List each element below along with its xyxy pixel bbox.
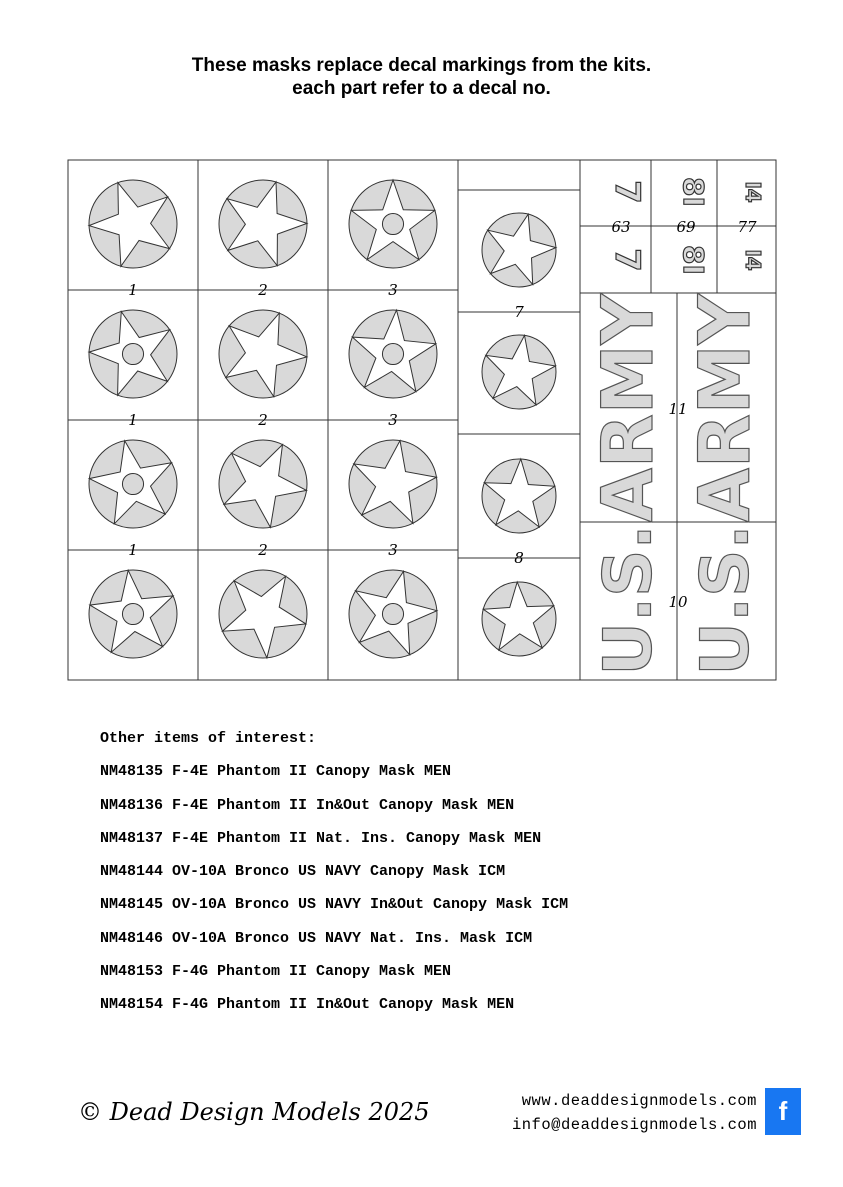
email-link[interactable]: info@deaddesignmodels.com — [511, 1116, 757, 1134]
roundel-mask — [89, 440, 177, 528]
army-stencil: ARMY — [587, 293, 669, 523]
us-stencil: U.S. — [589, 524, 667, 676]
part-label: 2 — [258, 281, 268, 299]
numeral-mask: I4 — [741, 181, 765, 203]
contact-info — [512, 1089, 757, 1137]
part-label: 2 — [258, 411, 268, 429]
numeral-mask: 7 — [607, 248, 647, 272]
header-line-2: each part refer to a decal no. — [292, 78, 551, 99]
part-label: 1 — [128, 281, 138, 299]
list-item: NM48145 OV-10A Bronco US NAVY In&Out Canopy Mask ICM — [100, 896, 569, 914]
numeral-mask: 7 — [607, 180, 647, 204]
roundel-mask — [219, 180, 307, 268]
header-line-1: These masks replace decal markings from the kits. — [191, 55, 652, 76]
numeral-mask: I4 — [741, 249, 765, 271]
part-label: 1 — [128, 541, 138, 559]
part-label: 3 — [388, 541, 398, 559]
us-stencil: U.S. — [686, 524, 764, 676]
list-item: NM48154 F-4G Phantom II In&Out Canopy Mask MEN — [100, 996, 515, 1014]
part-label: 10 — [668, 593, 688, 611]
part-label: 1 — [128, 411, 138, 429]
roundel-mask — [219, 570, 307, 658]
roundel-mask — [89, 180, 177, 268]
part-label: 3 — [388, 281, 398, 299]
part-label: 3 — [388, 411, 398, 429]
roundel-masks — [89, 180, 556, 658]
facebook-icon[interactable]: f — [765, 1088, 801, 1135]
roundel-mask — [349, 310, 437, 398]
roundel-mask — [349, 440, 437, 528]
part-label: 2 — [258, 541, 268, 559]
part-label: 69 — [676, 218, 696, 236]
other-items-heading: Other items of interest: — [100, 730, 317, 747]
roundel-mask — [89, 310, 177, 398]
part-label: 8 — [514, 549, 524, 567]
other-items-list — [100, 728, 568, 1028]
list-item: NM48144 OV-10A Bronco US NAVY Canopy Mask ICM — [100, 863, 506, 881]
army-stencil: ARMY — [684, 293, 766, 523]
roundel-mask — [482, 213, 556, 287]
roundel-mask — [219, 440, 307, 528]
roundel-mask — [349, 570, 437, 658]
copyright-signature: © Dead Design Models 2025 — [78, 1098, 430, 1126]
list-item: NM48136 F-4E Phantom II In&Out Canopy Mask MEN — [100, 796, 515, 814]
numeral-mask: 8I — [677, 245, 710, 275]
roundel-mask — [89, 570, 177, 658]
list-item: NM48137 F-4E Phantom II Nat. Ins. Canopy Mask MEN — [100, 829, 542, 847]
part-label: 7 — [514, 303, 524, 321]
part-label: 63 — [611, 218, 631, 236]
roundel-mask — [219, 310, 307, 398]
roundel-mask — [482, 335, 556, 409]
numeral-mask: 8I — [677, 177, 710, 207]
list-item: NM48153 F-4G Phantom II Canopy Mask MEN — [100, 963, 452, 981]
website-link[interactable]: www.deaddesignmodels.com — [521, 1092, 757, 1110]
roundel-mask — [349, 180, 437, 268]
part-label: 11 — [668, 400, 688, 418]
roundel-mask — [482, 582, 556, 656]
part-label: 77 — [737, 218, 757, 236]
list-item: NM48146 OV-10A Bronco US NAVY Nat. Ins. Mask ICM — [100, 929, 533, 947]
list-item: NM48135 F-4E Phantom II Canopy Mask MEN — [100, 763, 452, 781]
roundel-mask — [482, 459, 556, 533]
